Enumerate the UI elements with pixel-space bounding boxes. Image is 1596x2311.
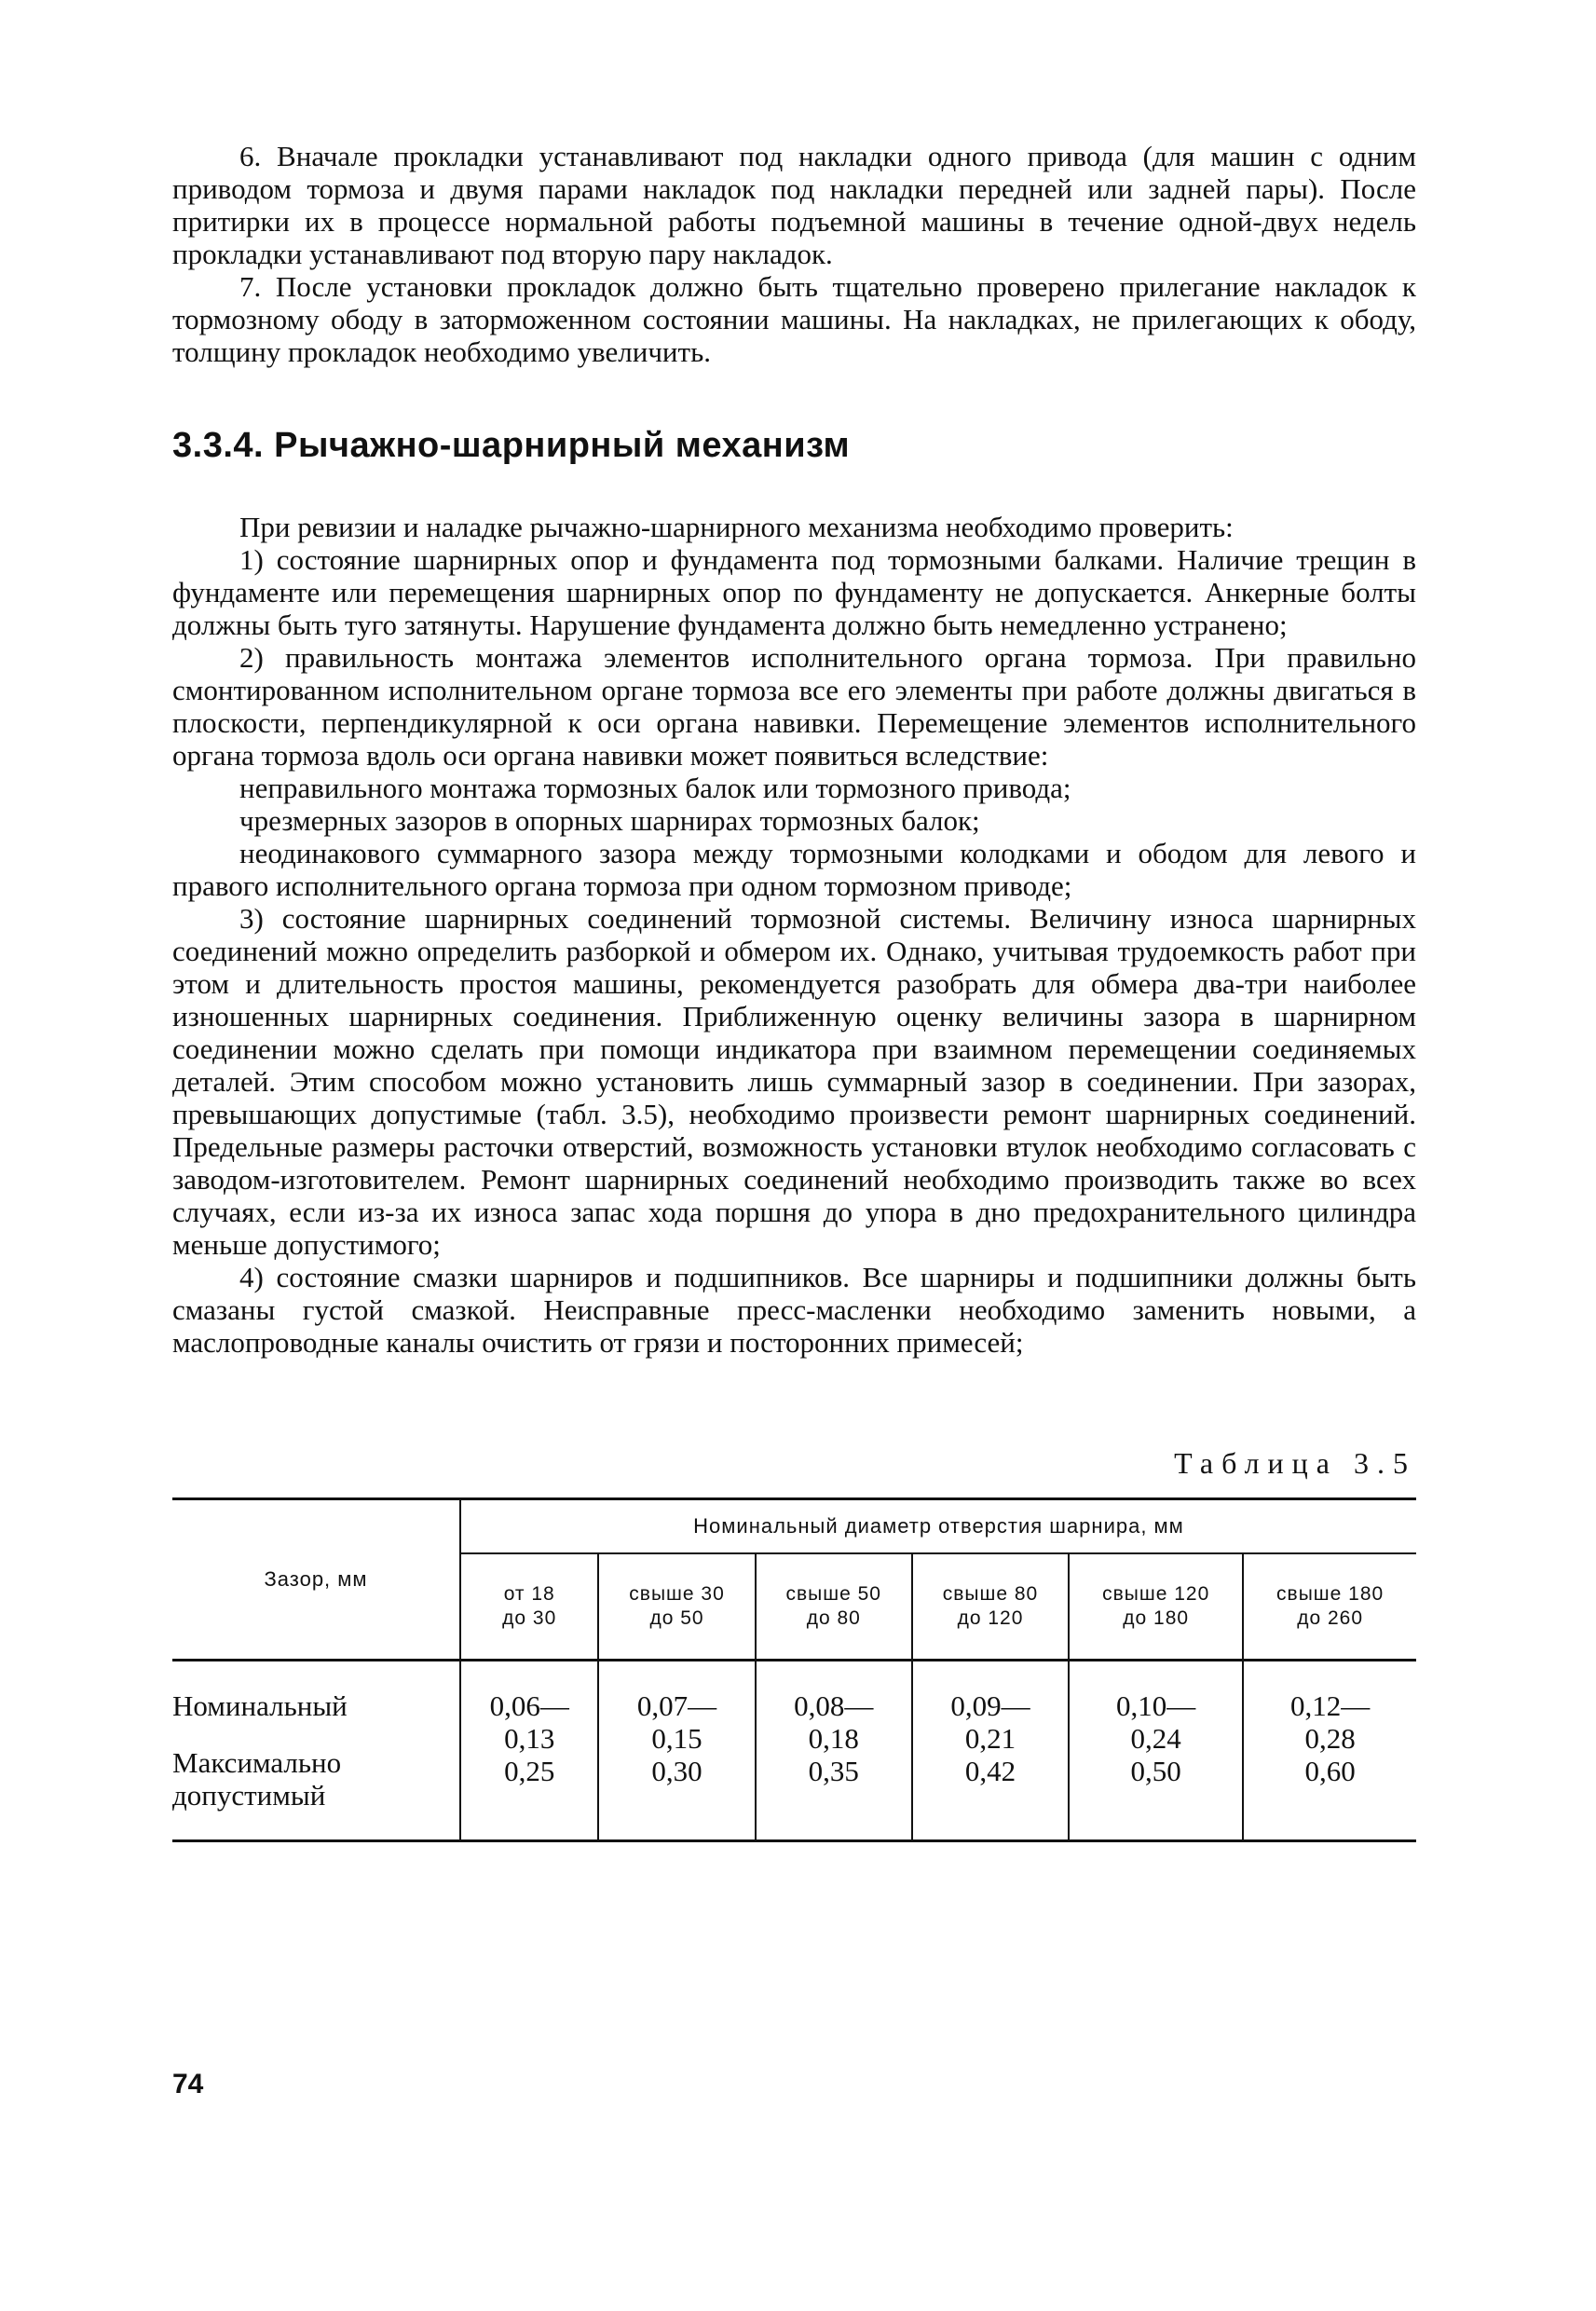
paragraph-cause-3: неодинакового суммарного зазора между тормозными колодками и ободом для левого и правого исполнительного органа тормоза при одном тормозном приводе; [172, 837, 1416, 902]
row-labels-cell [172, 1661, 460, 1841]
paragraph-item-6: 6. Вначале прокладки устанавливают под накладки одного привода (для машин с одним приводом тормоза и двумя парами накладок под накладки передней или задней пары). После притирки их в процессе нормальной работы подъемной машины в течение одной-двух недель прокладки устанавливают под вторую пару накладок. [172, 140, 1416, 270]
paragraph-item-3: 3) состояние шарнирных соединений тормозной системы. Величину износа шарнирных соединений можно определить разборкой и обмером их. Однако, учитывая трудоемкость работ при этом и длительность простоя машины, рекомендуется разобрать для обмера два-три наиболее изношенных шарнирных соединения. Приближенную оценку величины зазора в шарнирном соединении можно сделать при помощи индикатора при взаимном перемещении соединяемых деталей. Этим способом можно установить лишь суммарный зазор в соединении. При зазорах, превышающих допустимые (табл. 3.5), необходимо произвести ремонт шарнирных соединений. Предельные размеры расточки отверстий, возможность установки втулок необходимо согласовать с заводом-изготовителем. Ремонт шарнирных соединений необходимо производить также во всех случаях, если из-за их износа запас хода поршня до упора в дно предохранительного цилиндра меньше допустимого; [172, 902, 1416, 1261]
column-header: от 18 до 30 [460, 1553, 598, 1661]
column-header: свыше 180 до 260 [1243, 1553, 1416, 1661]
paragraph-item-4: 4) состояние смазки шарниров и подшипников. Все шарниры и подшипники должны быть смазаны густой смазкой. Неисправные пресс-масленки необходимо заменить новыми, а маслопроводные каналы очистить от грязи и посторонних примесей; [172, 1261, 1416, 1359]
paragraph-cause-2: чрезмерных зазоров в опорных шарнирах тормозных балок; [239, 804, 980, 837]
table-cell: 0,07— 0,15 0,30 [598, 1661, 755, 1841]
table-cell: 0,10— 0,24 0,50 [1069, 1661, 1243, 1841]
paragraph-item-2: 2) правильность монтажа элементов исполнительного органа тормоза. При правильно смонтированном исполнительном органе тормоза все его элементы при работе должны двигаться в плоскости, перпендикулярной к оси органа навивки. Перемещение элементов исполнительного органа тормоза вдоль оси органа навивки может появиться вследствие: [172, 641, 1416, 772]
paragraph-cause-1: неправильного монтажа тормозных балок или тормозного привода; [239, 772, 1071, 804]
table-group-header: Номинальный диаметр отверстия шарнира, мм [460, 1499, 1416, 1554]
page-content [172, 140, 1416, 1842]
table-stub-header: Зазор, мм [172, 1499, 460, 1661]
table-cell: 0,12— 0,28 0,60 [1243, 1661, 1416, 1841]
column-header: свыше 50 до 80 [756, 1553, 912, 1661]
table-caption: Таблица 3.5 [1174, 1446, 1416, 1480]
table-cell: 0,06— 0,13 0,25 [460, 1661, 598, 1841]
table-cell: 0,08— 0,18 0,35 [756, 1661, 912, 1841]
row-label-max: Максимально допустимый [172, 1746, 342, 1812]
row-label-nominal: Номинальный [172, 1689, 348, 1722]
paragraph-item-7: 7. После установки прокладок должно быть тщательно проверено прилегание накладок к тормозному ободу в заторможенном состоянии машины. На накладках, не прилегающих к ободу, толщину прокладок необходимо увеличить. [172, 270, 1416, 368]
clearance-table [172, 1497, 1416, 1842]
table-row [172, 1661, 1416, 1841]
table-cell: 0,09— 0,21 0,42 [912, 1661, 1069, 1841]
column-header: свыше 30 до 50 [598, 1553, 755, 1661]
paragraph-intro: При ревизии и наладке рычажно-шарнирного механизма необходимо проверить: [239, 511, 1234, 543]
page-number: 74 [172, 2069, 204, 2099]
paragraph-item-1: 1) состояние шарнирных опор и фундамента под тормозными балками. Наличие трещин в фундаменте или перемещения шарнирных опор по фундаменту не допускается. Анкерные болты должны быть туго затянуты. Нарушение фундамента должно быть немедленно устранено; [172, 543, 1416, 641]
section-heading: 3.3.4. Рычажно-шарнирный механизм [172, 426, 851, 465]
column-header: свыше 80 до 120 [912, 1553, 1069, 1661]
column-header: свыше 120 до 180 [1069, 1553, 1243, 1661]
